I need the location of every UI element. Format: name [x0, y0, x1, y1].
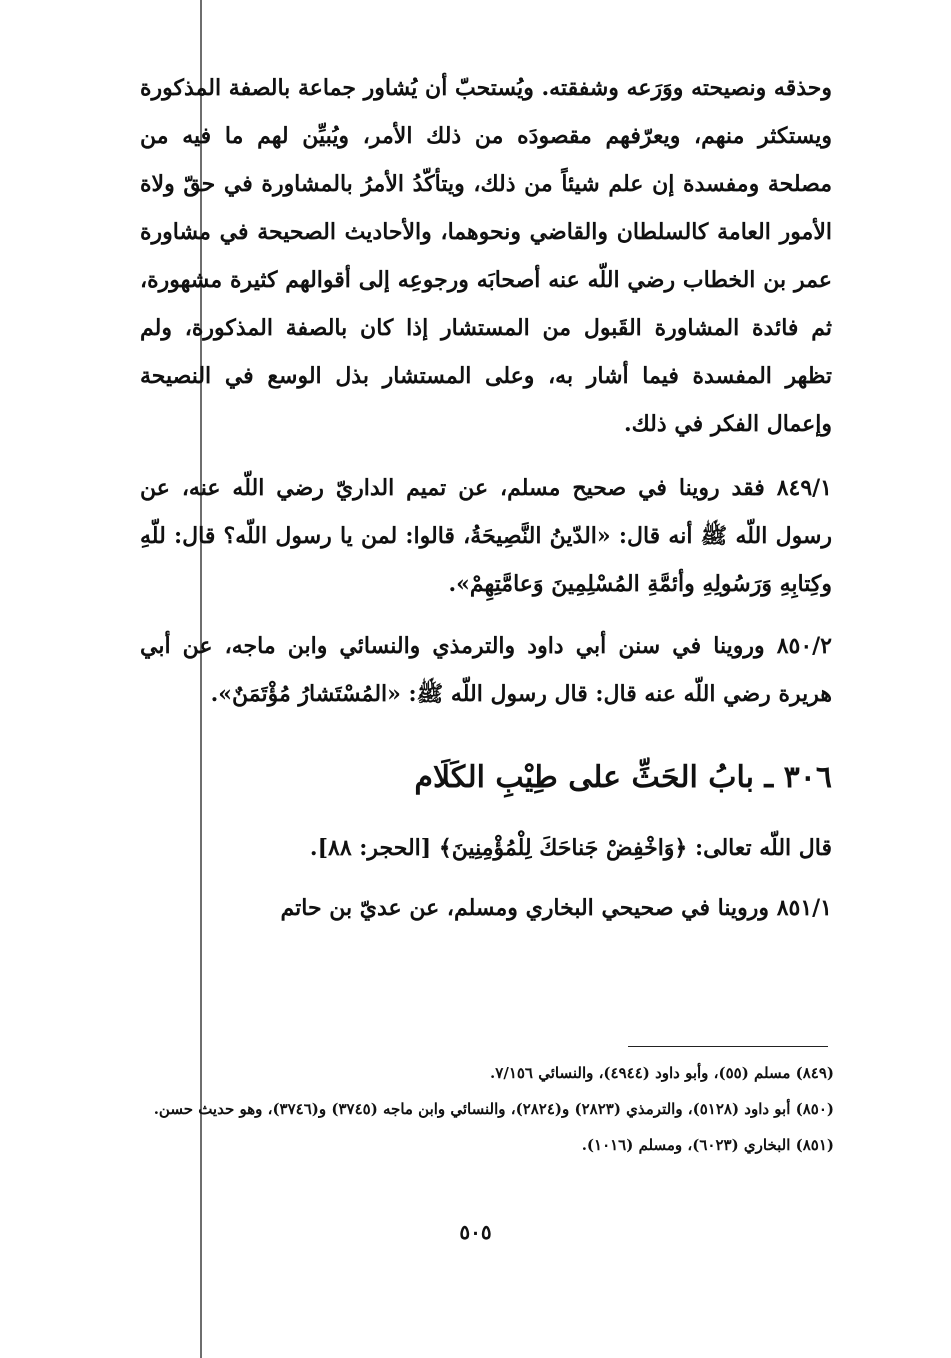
hadith-851: ٨٥١/١ وروينا في صحيحي البخاري ومسلم، عن عديّ بن حاتم — [280, 895, 832, 921]
chapter-heading: ٣٠٦ ـ بابُ الحَثِّ على طِيْبِ الكَلَام — [414, 760, 832, 795]
footnote-851: (٨٥١) البخاري (٦٠٢٣)، ومسلم (١٠١٦). — [581, 1136, 834, 1154]
hadith-849: ٨٤٩/١ فقد روينا في صحيح مسلم، عن تميم الداريّ رضي اللّه عنه، عن رسول اللّه ﷺ أنه قال: «الدّينُ النَّصِيحَةُ، قالوا: لمن يا رسول اللّه؟ قال: للّهِ وكِتابِهِ وَرَسُولِهِ وأئمَّةِ المُسْلِمِينَ وَعامَّتِهِمْ». — [140, 475, 832, 597]
footnote-divider — [628, 1046, 828, 1047]
page-number: ٥٠٥ — [459, 1220, 492, 1244]
main-text — [140, 64, 832, 938]
paragraph-consultation: وحذقه ونصيحته ووَرَعه وشفقته. ويُستحبّ أن يُشاور جماعة بالصفة المذكورة ويستكثر منهم، ويعرّفهم مقصودَه من ذلك الأمر، ويُبيِّن لهم ما فيه من مصلحة ومفسدة إن علم شيئاً من ذلك، ويتأكّدُ الأمرُ بالمشاورة في حقّ ولاة الأمور العامة كالسلطان والقاضي ونحوهما، والأحاديث الصحيحة في مشاورة عمر بن الخطاب رضي اللّه عنه أصحابَه ورجوعِه إلى أقوالهم كثيرة مشهورة، ثم فائدة المشاورة القَبول من المستشار إذا كان بالصفة المذكورة، ولم تظهر المفسدة فيما أشار به، وعلى المستشار بذل الوسع في النصيحة وإعمال الفكر في ذلك. — [140, 75, 832, 437]
footnote-849: (٨٤٩) مسلم (٥٥)، وأبو داود (٤٩٤٤)، والنسائي ٧/١٥٦. — [490, 1064, 834, 1082]
footnotes — [134, 1055, 834, 1163]
hadith-850: ٨٥٠/٢ وروينا في سنن أبي داود والترمذي والنسائي وابن ماجه، عن أبي هريرة رضي اللّه عنه قال: قال رسول اللّه ﷺ: «المُسْتَشارُ مُؤْتَمَنٌ». — [140, 633, 832, 707]
quran-verse: قال اللّه تعالى: ﴿وَاخْفِضْ جَناحَكَ لِلْمُؤْمِنِينَ﴾ [الحجر: ٨٨]. — [309, 835, 832, 861]
footnote-850: (٨٥٠) أبو داود (٥١٢٨)، والترمذي (٢٨٢٣) و(٢٨٢٤)، والنسائي وابن ماجه (٣٧٤٥) و(٣٧٤٦)، وهو حديث حسن. — [153, 1100, 834, 1118]
